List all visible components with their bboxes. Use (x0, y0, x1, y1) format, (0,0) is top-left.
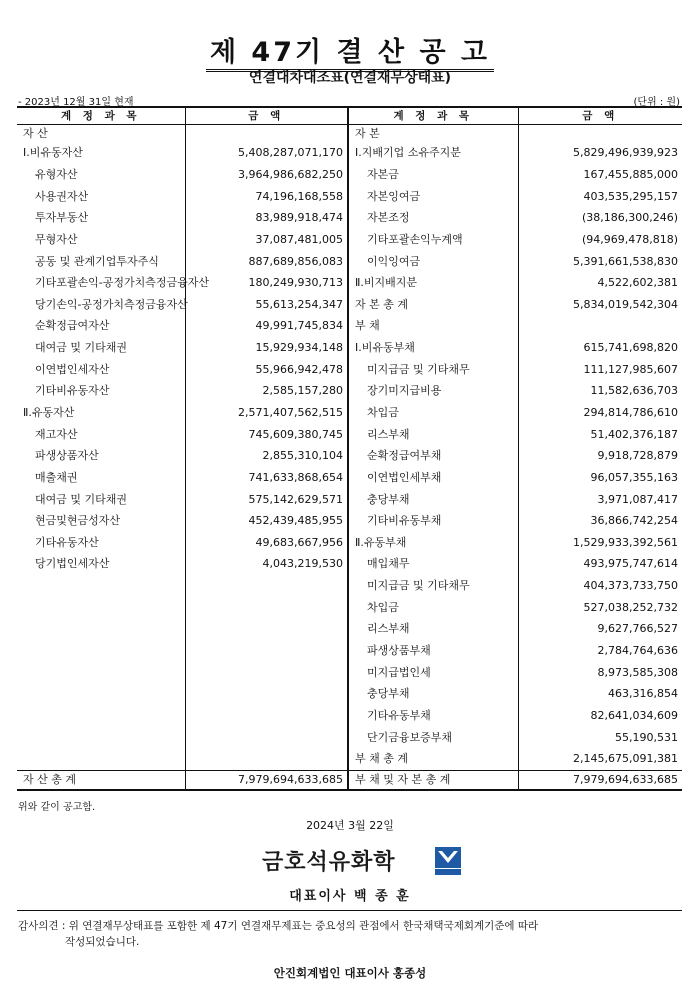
table-row (17, 661, 682, 683)
left-account-name: Ⅱ.유동자산 (17, 402, 185, 424)
left-account-name: 재고자산 (17, 423, 185, 445)
right-account-name: 파생상품부채 (348, 640, 518, 662)
left-account-name: 매출채권 (17, 467, 185, 489)
left-account-name: 기타비유동자산 (17, 380, 185, 402)
right-amount: 111,127,985,607 (583, 362, 678, 376)
total-assets-label: 자 산 총 계 (17, 770, 185, 790)
header-right-amount: 금 액 (518, 107, 682, 125)
table-row (17, 683, 682, 705)
right-account-name: 장기미지급비용 (348, 380, 518, 402)
right-account-name: 단기금융보증부채 (348, 726, 518, 748)
table-row (17, 229, 682, 251)
right-account-name: 리스부채 (348, 423, 518, 445)
total-row (17, 770, 682, 790)
left-amount (185, 618, 348, 640)
table-row (17, 640, 682, 662)
right-amount (518, 125, 682, 143)
table-row (17, 164, 682, 186)
right-account-name: 매입채무 (348, 553, 518, 575)
table-row (17, 726, 682, 748)
left-amount (185, 748, 348, 770)
header-left-name: 계 정 과 목 (17, 107, 185, 125)
right-account-name: Ⅰ.지배기업 소유주지분 (348, 142, 518, 164)
right-account-name: 이연법인세부채 (348, 467, 518, 489)
table-header-row (17, 107, 682, 125)
table-row (17, 402, 682, 424)
right-amount: 5,829,496,939,923 (573, 146, 678, 160)
table-row (17, 445, 682, 467)
right-account-name: 기타포괄손익누계액 (348, 229, 518, 251)
left-amount: 3,964,986,682,250 (185, 164, 348, 186)
right-amount: 1,529,933,392,561 (573, 535, 678, 549)
right-amount: 96,057,355,163 (590, 470, 678, 484)
right-account-name: 미지급금 및 기타채무 (348, 575, 518, 597)
right-amount: 294,814,786,610 (583, 406, 678, 419)
left-amount (185, 726, 348, 748)
right-account-name: 차입금 (348, 402, 518, 424)
left-account-name: Ⅰ.비유동자산 (17, 142, 185, 164)
left-account-name: 현금및현금성자산 (17, 510, 185, 532)
right-amount: 9,627,766,527 (597, 622, 678, 636)
left-account-name: 대여금 및 기타채권 (17, 488, 185, 510)
audit-opinion-line1: 감사의견 : 위 연결재무상태표를 포함한 제 47기 연결재무제표는 중요성의 관점에서 한국채택국제회계기준에 따라 (18, 920, 539, 932)
right-amount: 4,522,602,381 (597, 276, 678, 290)
left-amount: 55,613,254,347 (185, 293, 348, 315)
left-amount (185, 661, 348, 683)
right-amount: 3,971,087,417 (597, 492, 678, 506)
right-account-name: 기타유동부채 (348, 705, 518, 727)
right-amount (518, 315, 682, 337)
divider (17, 910, 682, 911)
left-amount: 575,142,629,571 (185, 488, 348, 510)
right-account-name: 자본조정 (348, 207, 518, 229)
left-account-name (17, 596, 185, 618)
left-amount (185, 596, 348, 618)
left-account-name: 기타포괄손익-공정가치측정금융자산 (17, 272, 185, 294)
left-account-name (17, 726, 185, 748)
page-subtitle: 연결대차대조표(연결재무상태표) (248, 70, 452, 86)
table-row (17, 596, 682, 618)
right-amount: 615,741,698,820 (583, 341, 678, 355)
table-row (17, 293, 682, 315)
table-row (17, 423, 682, 445)
table-row (17, 705, 682, 727)
page-title: 제 47기 결 산 공 고 (0, 30, 700, 69)
notice-note: 위와 같이 공고함. (18, 802, 96, 813)
table-row (17, 358, 682, 380)
right-account-name: 리스부채 (348, 618, 518, 640)
left-amount (185, 575, 348, 597)
table-row (17, 272, 682, 294)
total-assets-amount: 7,979,694,633,685 (185, 770, 348, 790)
right-account-name: Ⅱ.유동부채 (348, 532, 518, 554)
right-account-name: 자본잉여금 (348, 185, 518, 207)
right-amount: (94,969,478,818) (581, 232, 678, 246)
left-amount: 741,633,868,654 (185, 467, 348, 489)
right-amount: 55,190,531 (615, 730, 678, 744)
table-row (17, 575, 682, 597)
left-amount: 2,571,407,562,515 (185, 402, 348, 424)
table-row (17, 207, 682, 229)
right-amount: 5,391,661,538,830 (573, 254, 678, 268)
table-row (17, 250, 682, 272)
right-amount: 527,038,252,732 (583, 600, 678, 614)
table-row (17, 185, 682, 207)
left-account-name (17, 748, 185, 770)
total-liab-equity-amount: 7,979,694,633,685 (518, 770, 682, 790)
left-amount: 4,043,219,530 (185, 553, 348, 575)
right-amount: 493,975,747,614 (583, 557, 678, 571)
table-row (17, 748, 682, 770)
right-amount: 2,784,764,636 (597, 644, 678, 658)
left-amount (185, 705, 348, 727)
right-amount: (38,186,300,246) (581, 211, 678, 225)
left-amount: 2,585,157,280 (185, 380, 348, 402)
right-account-name: 자 본 총 계 (348, 293, 518, 315)
right-amount: 51,402,376,187 (590, 427, 678, 441)
left-account-name: 파생상품자산 (17, 445, 185, 467)
audit-opinion (18, 918, 678, 950)
right-account-name: 자 본 (348, 125, 518, 143)
left-account-name: 공동 및 관계기업투자주식 (17, 250, 185, 272)
left-account-name (17, 618, 185, 640)
left-account-name: 당기손익-공정가치측정금융자산 (17, 293, 185, 315)
audit-opinion-line2: 작성되었습니다. (65, 936, 140, 948)
right-amount: 8,973,585,308 (597, 665, 678, 679)
balance-sheet-table (17, 106, 682, 791)
right-amount: 9,918,728,879 (597, 449, 678, 463)
left-amount: 452,439,485,955 (185, 510, 348, 532)
left-amount: 83,989,918,474 (185, 207, 348, 229)
right-account-name: 순확정급여부채 (348, 445, 518, 467)
left-account-name: 기타유동자산 (17, 532, 185, 554)
right-account-name: 이익잉여금 (348, 250, 518, 272)
as-of-date: - 2023년 12월 31일 현재 (18, 97, 134, 108)
left-amount: 49,991,745,834 (185, 315, 348, 337)
right-account-name: 충당부채 (348, 683, 518, 705)
left-account-name: 사용권자산 (17, 185, 185, 207)
right-amount: 82,641,034,609 (590, 708, 678, 722)
left-account-name: 투자부동산 (17, 207, 185, 229)
right-account-name: 미지급법인세 (348, 661, 518, 683)
unit-label: (단위 : 원) (633, 97, 680, 108)
left-amount: 887,689,856,083 (185, 250, 348, 272)
right-account-name: 미지급금 및 기타채무 (348, 358, 518, 380)
right-account-name: 자본금 (348, 164, 518, 186)
notice-date: 2024년 3월 22일 (306, 819, 394, 832)
left-amount: 55,966,942,478 (185, 358, 348, 380)
kumho-petrochemical-logo-icon (434, 846, 462, 876)
left-account-name: 자 산 (17, 125, 185, 143)
right-amount: 5,834,019,542,304 (573, 297, 678, 311)
left-amount: 5,408,287,071,170 (185, 142, 348, 164)
left-account-name (17, 640, 185, 662)
table-row (17, 488, 682, 510)
table-row (17, 467, 682, 489)
right-amount: 167,455,885,000 (583, 167, 678, 181)
right-account-name: Ⅱ.비지배지분 (348, 272, 518, 294)
right-amount: 2,145,675,091,381 (573, 752, 678, 766)
left-account-name: 이연법인세자산 (17, 358, 185, 380)
left-account-name: 당기법인세자산 (17, 553, 185, 575)
table-row (17, 125, 682, 143)
right-account-name: 부 채 총 계 (348, 748, 518, 770)
right-amount: 463,316,854 (608, 687, 678, 701)
left-amount: 180,249,930,713 (185, 272, 348, 294)
left-account-name (17, 705, 185, 727)
right-amount: 36,866,742,254 (590, 514, 678, 528)
table-row (17, 532, 682, 554)
header-right-name: 계 정 과 목 (348, 107, 518, 125)
left-amount (185, 125, 348, 143)
left-amount: 49,683,667,956 (185, 532, 348, 554)
left-account-name: 유형자산 (17, 164, 185, 186)
table-row (17, 337, 682, 359)
left-account-name (17, 661, 185, 683)
left-amount: 74,196,168,558 (185, 185, 348, 207)
left-amount: 15,929,934,148 (185, 337, 348, 359)
left-account-name: 대여금 및 기타채권 (17, 337, 185, 359)
table-row (17, 315, 682, 337)
right-account-name: Ⅰ.비유동부채 (348, 337, 518, 359)
right-account-name: 차입금 (348, 596, 518, 618)
right-amount: 404,373,733,750 (583, 579, 678, 593)
right-amount: 403,535,295,157 (583, 189, 678, 203)
left-account-name: 순확정급여자산 (17, 315, 185, 337)
right-amount: 11,582,636,703 (590, 384, 678, 398)
left-amount: 2,855,310,104 (185, 445, 348, 467)
left-account-name: 무형자산 (17, 229, 185, 251)
left-account-name (17, 575, 185, 597)
table-row (17, 618, 682, 640)
left-amount (185, 640, 348, 662)
table-row (17, 142, 682, 164)
company-name: 금호석유화학 (262, 850, 396, 875)
right-account-name: 기타비유동부채 (348, 510, 518, 532)
left-amount (185, 683, 348, 705)
left-amount: 745,609,380,745 (185, 423, 348, 445)
table-row (17, 553, 682, 575)
right-account-name: 충당부채 (348, 488, 518, 510)
table-row (17, 510, 682, 532)
header-left-amount: 금 액 (185, 107, 348, 125)
total-liab-equity-label: 부 채 및 자 본 총 계 (348, 770, 518, 790)
left-account-name (17, 683, 185, 705)
table-row (17, 380, 682, 402)
right-account-name: 부 채 (348, 315, 518, 337)
representative: 대표이사 백 종 훈 (289, 889, 411, 904)
left-amount: 37,087,481,005 (185, 229, 348, 251)
auditor-signature: 안진회계법인 대표이사 홍종성 (273, 966, 427, 980)
